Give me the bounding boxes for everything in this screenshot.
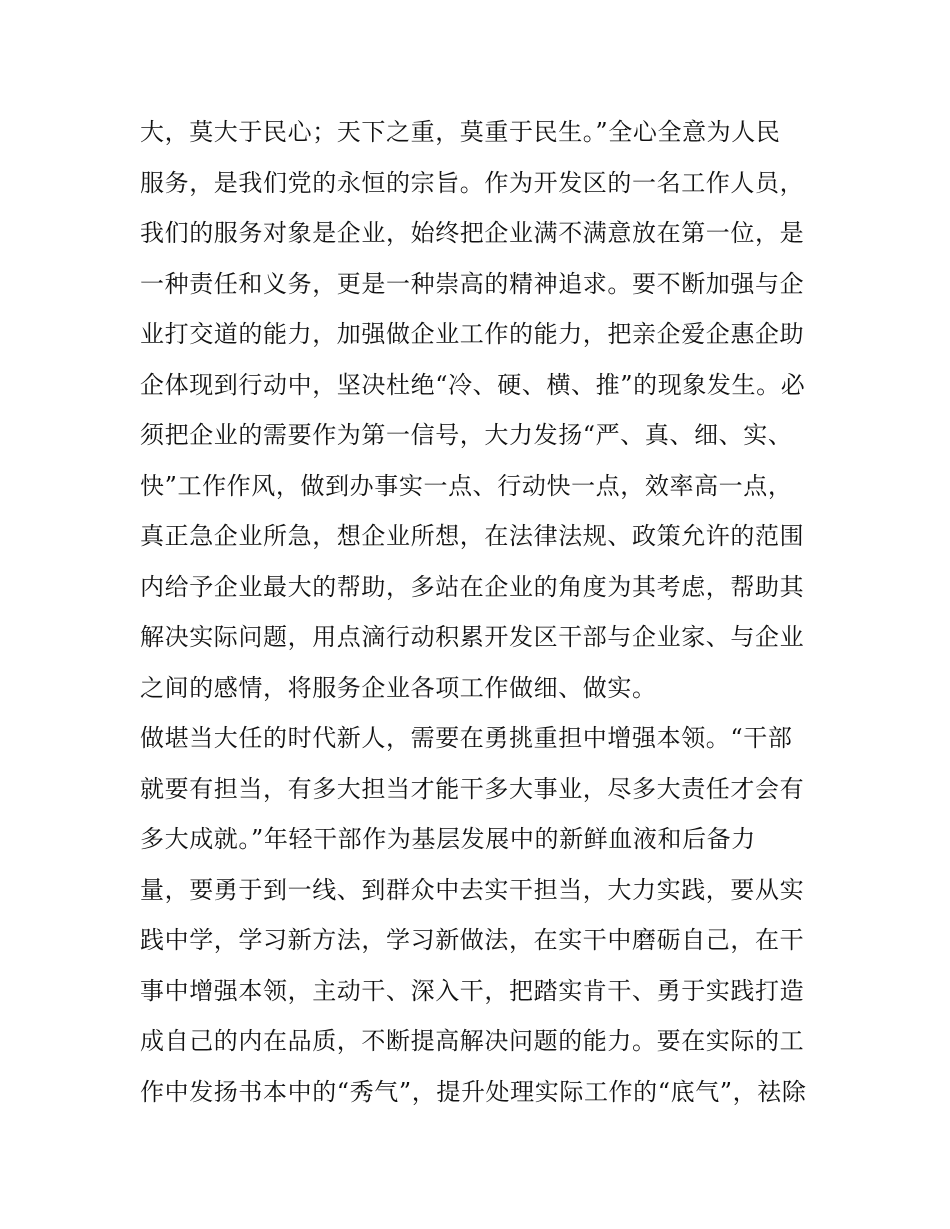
text-line-15: 多大成就。”年轻干部作为基层发展中的新鲜血液和后备力 xyxy=(140,825,756,853)
text-line-10: 内给予企业最大的帮助，多站在企业的角度为其考虑，帮助其 xyxy=(140,572,805,601)
text-line-5: 业打交道的能力，加强做企业工作的能力，把亲企爱企惠企助 xyxy=(140,320,805,348)
text-line-11: 解决实际问题，用点滴行动积累开发区干部与企业家、与企业 xyxy=(140,623,805,651)
text-line-2: 服务，是我们党的永恒的宗旨。作为开发区的一名工作人员， xyxy=(140,168,805,197)
body-text xyxy=(140,107,830,1117)
text-line-3: 我们的服务对象是企业，始终把企业满不满意放在第一位，是 xyxy=(140,219,805,247)
text-line-9: 真正急企业所急，想企业所想，在法律法规、政策允许的范围 xyxy=(140,522,805,550)
text-line-12: 之间的感情，将服务企业各项工作做细、做实。 xyxy=(140,673,657,702)
text-line-14: 就要有担当，有多大担当才能干多大事业，尽多大责任才会有 xyxy=(140,774,805,803)
text-line-20: 作中发扬书本中的“秀气”，提升处理实际工作的“底气”，祛除 xyxy=(140,1077,807,1106)
text-line-1: 大，莫大于民心；天下之重，莫重于民生。”全心全意为人民 xyxy=(140,118,781,146)
text-line-7: 须把企业的需要作为第一信号，大力发扬“严、真、细、实、 xyxy=(140,421,793,449)
text-line-8: 快”工作作风，做到办事实一点、行动快一点，效率高一点， xyxy=(140,471,793,500)
text-line-13: 做堪当大任的时代新人，需要在勇挑重担中增强本领。“干部 xyxy=(140,724,793,752)
text-line-4: 一种责任和义务，更是一种崇高的精神追求。要不断加强与企 xyxy=(140,269,805,298)
text-line-18: 事中增强本领，主动干、深入干，把踏实肯干、勇于实践打造 xyxy=(140,976,805,1005)
text-line-16: 量，要勇于到一线、到群众中去实干担当，大力实践，要从实 xyxy=(140,875,805,904)
text-line-17: 践中学，学习新方法，学习新做法，在实干中磨砺自己，在干 xyxy=(140,926,805,954)
text-line-6: 企体现到行动中，坚决杜绝“冷、硬、横、推”的现象发生。必 xyxy=(140,370,806,399)
text-line-19: 成自己的内在品质，不断提高解决问题的能力。要在实际的工 xyxy=(140,1027,805,1055)
